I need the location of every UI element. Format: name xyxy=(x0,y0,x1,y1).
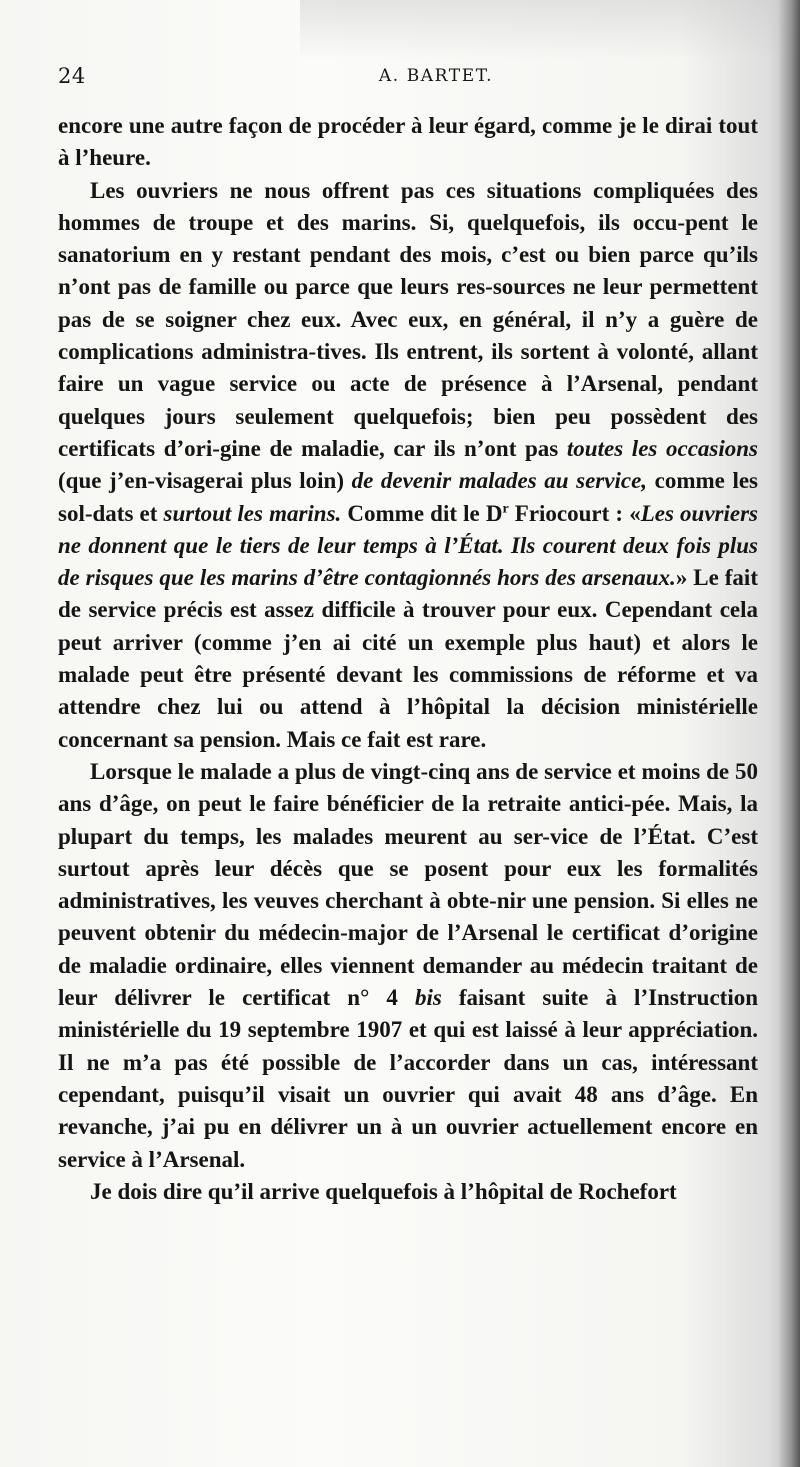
scan-noise xyxy=(300,0,800,60)
page-edge-shadow xyxy=(778,0,800,1467)
paragraph-2-quote: Les ouvriers ne donnent que le tiers de leur temps à l’État. Ils courent deux fois plus de risques que les marins d’être contagionnés hors des arsenaux. xyxy=(58,500,758,591)
paragraph-2-text-c: comme les sol-dats et xyxy=(58,468,758,526)
paragraph-2-text-d: Comme dit le D xyxy=(341,500,503,526)
paragraph-2-text-e: Friocourt : « xyxy=(508,500,641,526)
paragraph-3 xyxy=(58,756,758,1176)
paragraph-2-text-a: Les ouvriers ne nous offrent pas ces situations compliquées des hommes de troupe et des marins. Si, quelquefois, ils occu-pent le sanatorium en y restant pendant des mois, c’est ou bien parce qu’ils n’ont pas de famille ou parce que leurs res-sources ne leur permettent pas de se soigner chez eux. Avec eux, en général, il n’y a guère de complications administra-tives. Ils entrent, ils sortent à volonté, allant faire un vague service ou acte de présence à l’Arsenal, pendant quelques jours seulement quelquefois; bien peu possèdent des certificats d’ori-gine de maladie, car ils n’ont pas xyxy=(58,177,758,461)
paragraph-2-text-b: (que j’en-visagerai plus loin) xyxy=(58,468,352,494)
running-head: A. BARTET. xyxy=(378,66,494,86)
body-text xyxy=(58,110,758,1208)
paragraph-2 xyxy=(58,175,758,756)
paragraph-3-italic-1: bis xyxy=(414,985,442,1011)
paragraph-2-superscript: r xyxy=(502,500,509,516)
paragraph-4: Je dois dire qu’il arrive quelquefois à l’hôpital de Rochefort xyxy=(90,1178,677,1204)
page-number: 24 xyxy=(58,64,86,88)
paragraph-2-text-f: » Le fait de service précis est assez difficile à trouver pour eux. Cependant cela peut arriver (comme j’en ai cité un exemple plus haut) et alors le malade peut être présenté devant les commissions de réforme et va attendre chez lui ou attend à l’hôpital la décision ministérielle concernant sa pension. Mais ce fait est rare. xyxy=(58,565,758,752)
paragraph-2-italic-1: toutes les occasions xyxy=(566,435,759,461)
paragraph-3-text-a: Lorsque le malade a plus de vingt-cinq ans de service et moins de 50 ans d’âge, on peut le faire bénéficier de la retraite antici-pée. Mais, la plupart du temps, les malades meurent au ser-vice de l’État. C’est surtout après leur décès que se posent pour eux les formalités administratives, les veuves cherchant à obte-nir une pension. Si elles ne peuvent obtenir du médecin-major de l’Arsenal le certificat d’origine de maladie ordinaire, elles viennent demander au médecin traitant de leur délivrer le certificat n° 4 xyxy=(58,758,758,1011)
paragraph-1: encore une autre façon de procéder à leur égard, comme je le dirai tout à l’heure. xyxy=(58,113,758,171)
page-header xyxy=(58,64,758,100)
paragraph-3-text-b: faisant suite à l’Instruction ministérielle du 19 septembre 1907 et qui est laissé à leur appréciation. Il ne m’a pas été possible de l’accorder dans un cas, intéressant cependant, puisqu’il visait un ouvrier qui avait 48 ans d’âge. En revanche, j’ai pu en délivrer un à un ouvrier actuellement encore en service à l’Arsenal. xyxy=(58,985,759,1172)
paragraph-2-italic-3: surtout les marins. xyxy=(163,500,342,526)
paragraph-2-italic-2: de devenir malades au service, xyxy=(351,468,648,494)
